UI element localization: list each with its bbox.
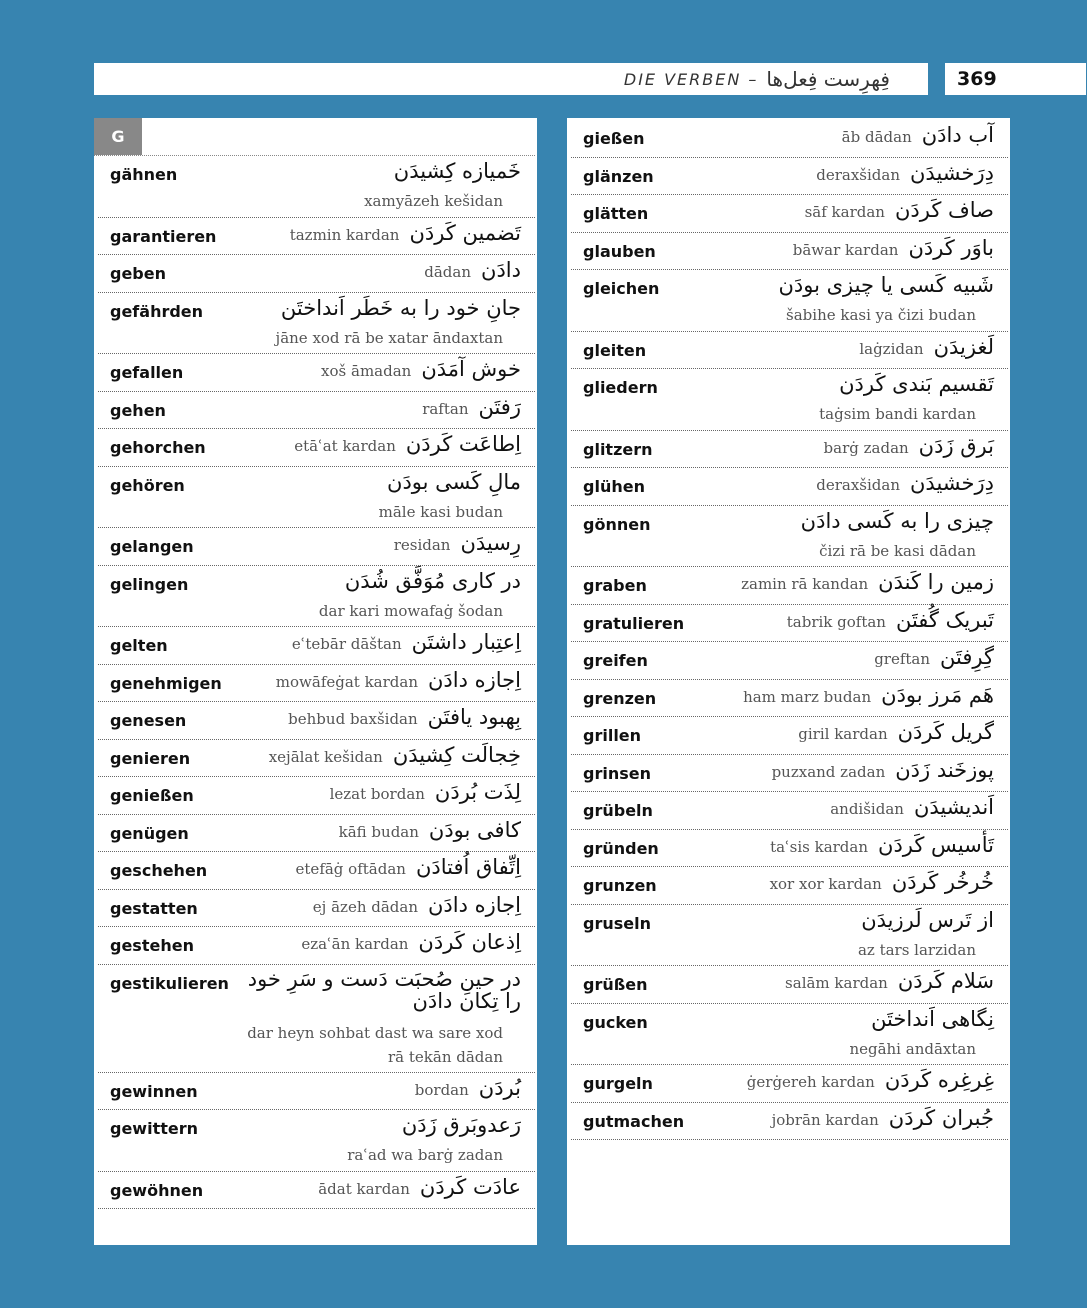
- persian-verb: عادَت کَردَن: [419, 1174, 521, 1199]
- transliteration: giril kardan: [798, 725, 888, 743]
- transliteration: salām kardan: [785, 974, 888, 992]
- verb-entry-row: [98, 702, 535, 740]
- translation-line: [318, 1175, 521, 1199]
- persian-verb: سَلام کَردَن: [897, 969, 994, 993]
- german-verb: genießen: [110, 786, 194, 805]
- persian-verb: خوش آمَدَن: [421, 357, 521, 381]
- german-verb: gelangen: [110, 537, 194, 556]
- translation-line: [772, 758, 994, 782]
- persian-verb: مالِ کَسی بودَن: [387, 469, 521, 494]
- german-verb: glauben: [583, 241, 656, 261]
- transliteration: dādan: [424, 263, 472, 281]
- translation-line: [778, 273, 994, 297]
- german-verb: glätten: [583, 204, 649, 223]
- transliteration: andišidan: [830, 800, 904, 818]
- verb-entry-row: [571, 506, 1008, 568]
- translation-line: [394, 159, 521, 183]
- german-verb: geben: [110, 264, 166, 283]
- transliteration: behbud baxšidan: [288, 710, 418, 728]
- verb-entry-row: [98, 1110, 535, 1172]
- transliteration: laġzidan: [859, 339, 924, 358]
- transliteration: bordan: [414, 1080, 469, 1099]
- verb-entry-row: [571, 270, 1008, 332]
- translation-line: [871, 1007, 994, 1031]
- verb-entry-row: [98, 665, 535, 703]
- transliteration: taʿsis kardan: [770, 837, 869, 856]
- transliteration: āb dādan: [841, 128, 912, 146]
- transliteration: zamin rā kandan: [741, 575, 869, 593]
- persian-verb: دِرَخشیدَن: [910, 160, 994, 185]
- transliteration: eʿtebār dāštan: [291, 635, 402, 653]
- german-verb: grüßen: [583, 975, 648, 994]
- german-verb: gliedern: [583, 378, 658, 397]
- transliteration: etāʿat kardan: [294, 437, 396, 455]
- persian-verb: باوَر کَردَن: [908, 235, 994, 260]
- verb-entry-row: [98, 528, 535, 566]
- persian-verb: پوزخَند زَدَن: [895, 757, 994, 782]
- german-verb: gelten: [110, 636, 168, 655]
- verb-entry-row: [98, 392, 535, 430]
- verb-entry-row: [571, 120, 1008, 158]
- persian-verb: تَضمین کَردَن: [409, 220, 521, 245]
- german-verb: gewittern: [110, 1119, 198, 1138]
- translation-line: [747, 1068, 994, 1092]
- verb-entry-row: [98, 218, 535, 256]
- persian-verb: بُردَن: [478, 1075, 521, 1100]
- transliteration: ādat kardan: [318, 1179, 410, 1198]
- transliteration: barġ zadan: [823, 438, 909, 457]
- persian-verb: جُبران کَردَن: [888, 1105, 994, 1130]
- transliteration: sāf kardan: [804, 203, 885, 221]
- translation-line: [330, 780, 521, 804]
- verb-entry-row: [571, 195, 1008, 233]
- transliteration: ej āzeh dādan: [312, 897, 418, 916]
- left-entry-list: [94, 156, 537, 1209]
- persian-verb: خُرخُر کَردَن: [891, 870, 994, 894]
- transliteration: jobrān kardan: [771, 1110, 879, 1129]
- persian-verb: چیزی را به کَسی دادَن: [800, 508, 994, 533]
- translation-line: [281, 296, 521, 320]
- german-verb: gehorchen: [110, 438, 206, 457]
- german-verb: gestikulieren: [110, 973, 229, 993]
- persian-verb: از تَرس لَرزیدَن: [861, 907, 994, 932]
- verb-entry-row: [98, 777, 535, 815]
- german-verb: gutmachen: [583, 1111, 685, 1131]
- german-verb: genügen: [110, 823, 189, 843]
- german-verb: gähnen: [110, 165, 178, 184]
- persian-verb: خَمیازه کِشیدَن: [393, 159, 521, 183]
- persian-verb: خِجالَت کِشیدَن: [392, 742, 521, 767]
- persian-verb: اِذعان کَردَن: [418, 930, 521, 954]
- transliteration: raʿad wa barġ zadan: [347, 1146, 503, 1164]
- right-entry-list: [567, 118, 1010, 1140]
- letter-badge: G: [94, 118, 142, 155]
- verb-entry-row: [98, 740, 535, 778]
- section-title-de: DIE VERBEN –: [623, 69, 759, 89]
- translation-line: [743, 683, 994, 707]
- verb-entry-row: [571, 233, 1008, 271]
- transliteration: residan: [393, 536, 451, 554]
- translation-line: [770, 833, 994, 857]
- verb-entry-row: [98, 890, 535, 928]
- transliteration: tabrik goftan: [786, 612, 886, 631]
- translation-line: [787, 608, 994, 632]
- german-verb: gratulieren: [583, 613, 685, 633]
- translation-line: [741, 570, 994, 594]
- verb-entry-row: [98, 293, 535, 355]
- german-verb: gefährden: [110, 301, 204, 321]
- verb-entry-row: [571, 755, 1008, 793]
- verb-entry-row: [98, 852, 535, 890]
- german-verb: geschehen: [110, 861, 208, 880]
- translation-line: [288, 705, 521, 729]
- verb-entry-row: [98, 566, 535, 628]
- transliteration: lezat bordan: [329, 785, 425, 803]
- transliteration: taġsim bandi kardan: [819, 405, 976, 423]
- left-column: [94, 118, 537, 1245]
- persian-verb: رَعدوبَرق زَدَن: [401, 1113, 521, 1137]
- german-verb: glühen: [583, 477, 645, 496]
- translation-line: [345, 569, 521, 593]
- persian-verb: غِرغِره کَردَن: [884, 1068, 994, 1092]
- verb-entry-row: [571, 158, 1008, 196]
- persian-verb: اِطاعَت کَردَن: [405, 432, 521, 456]
- german-verb: gleiten: [583, 340, 647, 360]
- translation-line: [422, 395, 521, 419]
- persian-verb: جانِ خود را به خَطَر اَنداختَن: [280, 295, 521, 320]
- verb-entry-row: [571, 680, 1008, 718]
- verb-entry-row: [98, 927, 535, 965]
- transliteration: etefāġ oftādan: [295, 860, 406, 878]
- persian-verb: اِتِّفاق اُفتادَن: [415, 855, 521, 879]
- verb-entry-row: [98, 815, 535, 853]
- verb-entry-row: [571, 1065, 1008, 1103]
- translation-line: [830, 795, 994, 819]
- german-verb: gelingen: [110, 574, 189, 594]
- persian-verb: تَأسیس کَردَن: [878, 832, 994, 857]
- german-verb: gehören: [110, 475, 185, 495]
- transliteration: deraxšidan: [816, 476, 900, 494]
- persian-verb: آب دادَن: [921, 123, 994, 147]
- german-verb: grübeln: [583, 801, 653, 820]
- translation-line: [861, 908, 994, 932]
- persian-verb: نِگاهی اَنداختَن: [871, 1006, 994, 1031]
- verb-entry-row: [98, 354, 535, 392]
- translation-line: [321, 357, 521, 381]
- translation-line: [772, 1106, 994, 1130]
- german-verb: gestatten: [110, 898, 198, 918]
- persian-verb: صاف کَردَن: [894, 198, 994, 222]
- translation-line: [839, 372, 994, 396]
- translation-line: [842, 123, 994, 147]
- german-verb: gönnen: [583, 514, 651, 534]
- section-title-fa: فِهرِست فِعل‌ها: [766, 67, 890, 91]
- verb-entry-row: [571, 642, 1008, 680]
- persian-verb: لَغزیدَن: [933, 334, 994, 359]
- german-verb: gewinnen: [110, 1081, 198, 1101]
- persian-verb: دادَن: [481, 258, 521, 282]
- verb-entry-row: [571, 332, 1008, 370]
- transliteration: dar heyn sohbat dast wa sare xod rā tekān dādan: [247, 1023, 503, 1066]
- verb-entry-row: [571, 369, 1008, 431]
- persian-verb: کافی بودَن: [428, 817, 521, 842]
- right-column: [567, 118, 1010, 1245]
- persian-verb: گِرِفتَن: [940, 645, 994, 669]
- translation-line: [394, 531, 521, 555]
- translation-line: [415, 1076, 521, 1100]
- translation-line: [793, 236, 994, 260]
- persian-verb: گریل کَردَن: [897, 720, 994, 744]
- transliteration: xoš āmadan: [321, 362, 412, 380]
- verb-entry-row: [571, 966, 1008, 1004]
- persian-verb: شَبیه کَسی یا چیزی بودَن: [778, 273, 994, 297]
- german-verb: gurgeln: [583, 1074, 653, 1093]
- verb-entry-row: [571, 605, 1008, 643]
- translation-line: [296, 855, 521, 879]
- section-title: [624, 67, 890, 91]
- translation-line: [290, 221, 521, 245]
- german-verb: garantieren: [110, 226, 217, 246]
- transliteration: kāfi budan: [338, 822, 419, 841]
- verb-entry-row: [98, 255, 535, 293]
- persian-verb: رَفتَن: [478, 394, 521, 419]
- german-verb: gucken: [583, 1012, 648, 1032]
- persian-verb: دِرَخشیدَن: [910, 471, 994, 495]
- translation-line: [874, 645, 994, 669]
- german-verb: glitzern: [583, 439, 653, 459]
- verb-entry-row: [98, 965, 535, 1073]
- translation-line: [402, 1113, 521, 1137]
- german-verb: grunzen: [583, 876, 657, 895]
- persian-verb: زمین را کَندَن: [878, 570, 994, 594]
- verb-entry-row: [571, 830, 1008, 868]
- verb-entry-row: [571, 431, 1008, 469]
- transliteration: jāne xod rā be xatar āndaxtan: [275, 328, 503, 347]
- letter-heading-row: [94, 118, 535, 156]
- german-verb: grenzen: [583, 688, 657, 708]
- page-number: 369: [945, 63, 1086, 95]
- verb-entry-row: [98, 1073, 535, 1111]
- transliteration: az tars larzidan: [857, 940, 976, 959]
- persian-verb: بِهبود یافتَن: [427, 705, 521, 729]
- translation-line: [798, 720, 994, 744]
- translation-line: [859, 335, 994, 359]
- german-verb: gründen: [583, 838, 659, 858]
- verb-entry-row: [98, 467, 535, 529]
- translation-line: [805, 198, 994, 222]
- transliteration: xamyāzeh kešidan: [364, 192, 503, 210]
- transliteration: negāhi andāxtan: [849, 1039, 976, 1058]
- verb-entry-row: [571, 468, 1008, 506]
- translation-line: [313, 893, 521, 917]
- german-verb: gewöhnen: [110, 1180, 204, 1200]
- verb-entry-row: [571, 1004, 1008, 1066]
- persian-verb: در حینِ صُحبَت دَست و سَرِ خود را تِکان دادَن: [247, 966, 521, 1013]
- persian-verb: تَقسیم بَندی کَردَن: [839, 372, 994, 396]
- transliteration: deraxšidan: [816, 165, 900, 184]
- transliteration: šabihe kasi ya čizi budan: [786, 306, 976, 324]
- translation-line: [301, 930, 521, 954]
- transliteration: bāwar kardan: [792, 240, 899, 259]
- german-verb: glänzen: [583, 166, 654, 186]
- translation-line: [785, 969, 994, 993]
- german-verb: genesen: [110, 711, 187, 730]
- transliteration: tazmin kardan: [289, 225, 400, 244]
- verb-entry-row: [571, 567, 1008, 605]
- verb-entry-row: [571, 717, 1008, 755]
- german-verb: gestehen: [110, 936, 194, 955]
- transliteration: puzxand zadan: [771, 762, 886, 781]
- german-verb: greifen: [583, 651, 648, 670]
- german-verb: genieren: [110, 748, 191, 768]
- transliteration: dar kari mowafaġ šodan: [318, 601, 503, 620]
- translation-line: [269, 743, 521, 767]
- persian-verb: اِجازه دادَن: [428, 667, 521, 692]
- persian-verb: رِسیدَن: [460, 531, 521, 555]
- translation-line: [276, 668, 521, 692]
- translation-line: [387, 470, 521, 494]
- translation-line: [816, 161, 994, 185]
- verb-entry-row: [571, 1103, 1008, 1141]
- transliteration: čizi rā be kasi dādan: [819, 541, 976, 560]
- persian-verb: اِجازه دادَن: [428, 892, 521, 917]
- german-verb: grillen: [583, 726, 642, 745]
- transliteration: ezaʿān kardan: [301, 935, 409, 953]
- translation-line: [424, 258, 521, 282]
- verb-entry-row: [571, 792, 1008, 830]
- verb-entry-row: [98, 156, 535, 218]
- persian-verb: اِعتِبار داشتَن: [411, 630, 521, 654]
- persian-verb: هَم مَرز بودَن: [881, 682, 994, 707]
- german-verb: gefallen: [110, 363, 184, 382]
- transliteration: xejālat kešidan: [268, 747, 383, 766]
- translation-line: [816, 471, 994, 495]
- translation-line: [824, 434, 994, 458]
- verb-entry-row: [571, 867, 1008, 905]
- transliteration: mowāfeġat kardan: [275, 672, 418, 691]
- persian-verb: در کاری مُوَفَّق شُدَن: [344, 568, 521, 593]
- translation-line: [801, 509, 994, 533]
- transliteration: māle kasi budan: [378, 502, 503, 521]
- german-verb: genehmigen: [110, 673, 222, 693]
- german-verb: gruseln: [583, 913, 651, 933]
- verb-entry-row: [98, 1172, 535, 1210]
- translation-line: [292, 630, 521, 654]
- persian-verb: لِذَت بُردَن: [434, 780, 521, 804]
- translation-line: [770, 870, 994, 894]
- verb-entry-row: [98, 627, 535, 665]
- verb-entry-row: [571, 905, 1008, 967]
- german-verb: gleichen: [583, 279, 660, 298]
- transliteration: raftan: [422, 399, 469, 418]
- german-verb: gießen: [583, 129, 645, 148]
- transliteration: xor xor kardan: [769, 875, 882, 893]
- transliteration: ġerġereh kardan: [746, 1073, 875, 1091]
- translation-line: [294, 432, 521, 456]
- transliteration: ham marz budan: [743, 687, 872, 706]
- persian-verb: اَندیشیدَن: [913, 795, 994, 819]
- german-verb: grinsen: [583, 763, 651, 783]
- transliteration: greftan: [874, 650, 931, 668]
- translation-line: [339, 818, 521, 842]
- german-verb: graben: [583, 576, 647, 595]
- persian-verb: بَرق زَدَن: [918, 433, 994, 458]
- persian-verb: تَبریک گُفتَن: [895, 607, 994, 632]
- running-header: [94, 63, 928, 95]
- german-verb: gehen: [110, 400, 166, 420]
- verb-entry-row: [98, 429, 535, 467]
